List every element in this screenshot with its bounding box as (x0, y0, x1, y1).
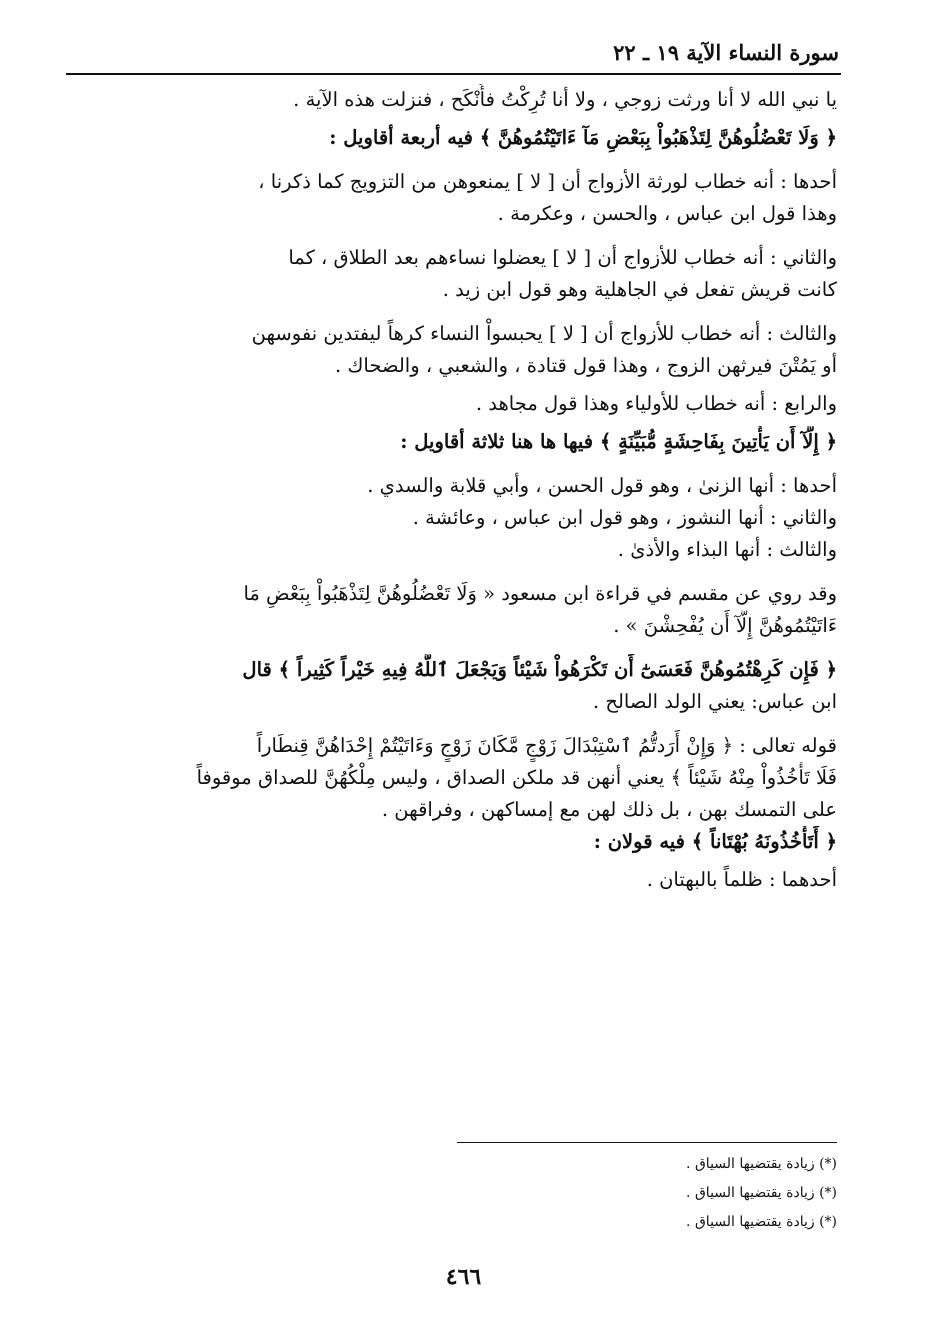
text-line: وقد روي عن مقسم في قراءة ابن مسعود « وَلَا تَعْضُلُوهُنَّ لِتَذْهَبُواْ بِبَعْضِ مَا (243, 582, 837, 605)
quran-verse-line: ﴿ وَلَا تَعْضُلُوهُنَّ لِتَذْهَبُواْ بِبَعْضِ مَآ ءَاتَيْتُمُوهُنَّ ﴾ فيه أربعة أقاويل : (329, 126, 837, 149)
page-number: ٤٦٦ (445, 1264, 482, 1290)
footnote: (*) زيادة يقتضيها السياق . (686, 1214, 837, 1230)
footnote-rule (457, 1142, 837, 1143)
footnote: (*) زيادة يقتضيها السياق . (686, 1185, 837, 1201)
text-line: ابن عباس: يعني الولد الصالح . (592, 690, 837, 713)
text-line: أحدها : أنه خطاب لورثة الأزواج أن [ لا ] يمنعوهن من التزويج كما ذكرنا ، (258, 170, 837, 193)
text-line: فَلَا تَأْخُذُواْ مِنْهُ شَيْئاً ﴾ يعني أنهن قد ملكن الصداق ، وليس مِلْكُهُنَّ للصداق موقوفاً (196, 766, 837, 789)
quran-verse-line: ﴿ إِلَّآ أَن يَأْتِينَ بِفَاحِشَةٍ مُّبَيِّنَةٍ ﴾ فيها ها هنا ثلاثة أقاويل : (400, 430, 837, 453)
quran-verse-line: ﴿ أَتَأْخُذُونَهُ بُهْتَاناً ﴾ فيه قولان : (593, 830, 837, 853)
text-line: ءَاتَيْتُمُوهُنَّ إِلَّآ أَن يُفْحِشْنَ » . (613, 614, 837, 637)
footnote: (*) زيادة يقتضيها السياق . (686, 1156, 837, 1172)
text-line: وهذا قول ابن عباس ، والحسن ، وعكرمة . (497, 202, 837, 225)
header-rule (66, 73, 841, 75)
footnotes (686, 1150, 837, 1237)
running-header-title: سورة النساء الآية ١٩ ـ ٢٢ (613, 40, 839, 65)
text-line: أو يَمُتْنَ فيرثهن الزوج ، وهذا قول قتادة ، والشعبي ، والضحاك . (334, 354, 837, 377)
text-line: والرابع : أنه خطاب للأولياء وهذا قول مجاهد . (475, 392, 837, 415)
text-line: والثاني : أنها النشوز ، وهو قول ابن عباس ، وعائشة . (412, 506, 837, 529)
text-line: يا نبي الله لا أنا ورثت زوجي ، ولا أنا تُرِكْتُ فأُنْكَح ، فنزلت هذه الآية . (293, 88, 837, 111)
main-text (74, 84, 837, 896)
text-line: أحدهما : ظلماً بالبهتان . (646, 868, 837, 891)
text-line: أحدها : أنها الزنىٰ ، وهو قول الحسن ، وأبي قلابة والسدي . (367, 474, 837, 497)
text-line: والثالث : أنه خطاب للأزواج أن [ لا ] يحبسواْ النساء كرهاً ليفتدين نفوسهن (251, 322, 837, 345)
text-line: على التمسك بهن ، بل ذلك لهن مع إمساكهن ، وفراقهن . (381, 798, 837, 821)
text-line: والثاني : أنه خطاب للأزواج أن [ لا ] يعضلوا نساءهم بعد الطلاق ، كما (288, 246, 837, 269)
text-line: والثالث : أنها البذاء والأذىٰ . (617, 538, 837, 561)
quran-verse-line: ﴿ فَإِن كَرِهْتُمُوهُنَّ فَعَسَىٰٓ أَن تَكْرَهُواْ شَيْئاً وَيَجْعَلَ ٱللَّهُ فِيهِ خَيْراً كَثِيراً ﴾ قال (242, 658, 837, 681)
text-line: كانت قريش تفعل في الجاهلية وهو قول ابن زيد . (442, 278, 837, 301)
text-line: قوله تعالى : ﴿ وَإِنْ أَرَدتُّمُ ٱسْتِبْدَالَ زَوْجٍ مَّكَانَ زَوْجٍ وَءَاتَيْتُمْ إِحْدَاهُنَّ قِنطَاراً (256, 734, 837, 757)
